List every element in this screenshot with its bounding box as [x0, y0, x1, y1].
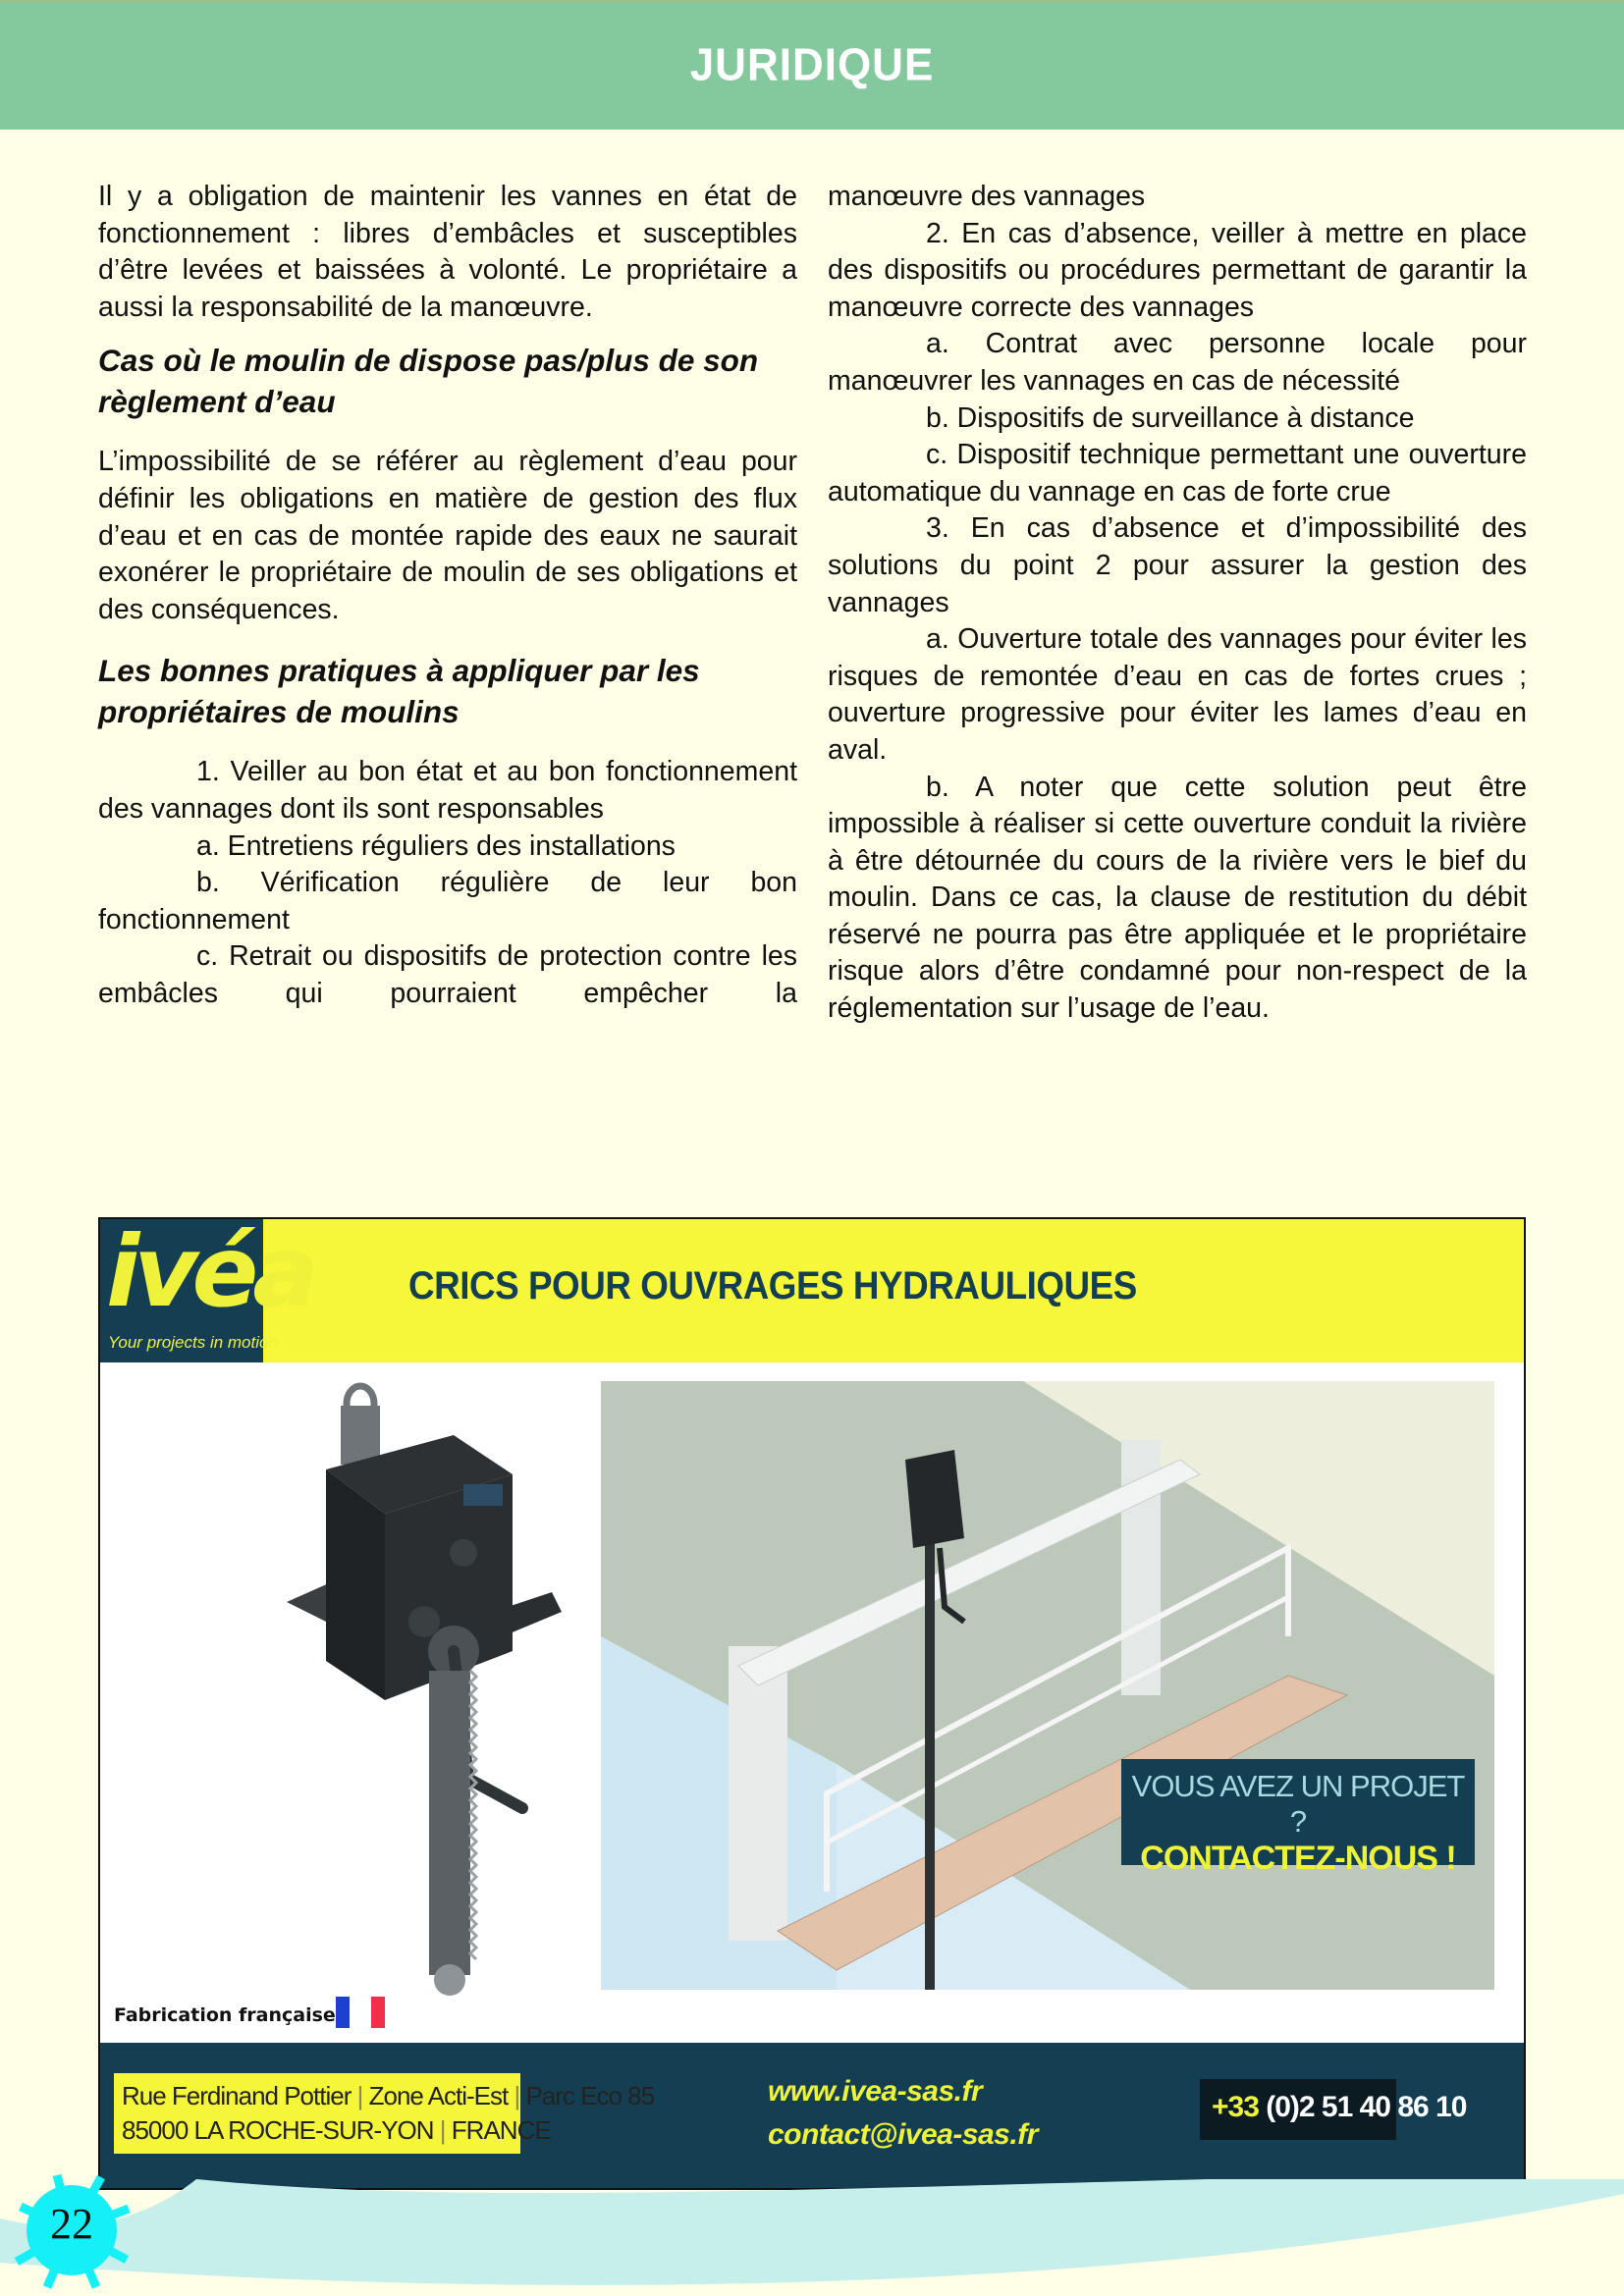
phone-digits: (0)2 51 40 86 10 [1266, 2091, 1467, 2123]
intro-paragraph: Il y a obligation de maintenir les vannes en état de fonctionnement : libres d’embâcles et susceptibles d’être levées et baissées à volonté. Le propriétaire a aussi la responsabilité de la manœuvre. [98, 181, 797, 323]
contact-callout[interactable] [1121, 1759, 1475, 1877]
made-in-france-label: Fabrication française [114, 2004, 336, 2026]
paragraph-impossibility: L’impossibilité de se référer au règlement d’eau pour définir les obligations en matière de gestion des flux d’eau et en cas de montée rapide des eaux ne saurait exonérer le propriétaire de moulin de ses obligations et des conséquences. [98, 446, 797, 625]
section-header [0, 0, 1624, 130]
flag-white-icon [353, 1997, 367, 2028]
company-address [114, 2073, 655, 2154]
cta-contact[interactable]: CONTACTEZ-NOUS ! [1140, 1840, 1456, 1877]
email-link[interactable]: contact@ivea-sas.fr [768, 2118, 1038, 2151]
decorative-wave [0, 2179, 1624, 2296]
flag-red-icon [371, 1997, 385, 2028]
flag-blue-icon [336, 1997, 350, 2028]
gearbox-bolt [450, 1539, 477, 1567]
rack-bar [429, 1671, 470, 1975]
gate-jack [905, 1450, 964, 1548]
phone-box[interactable] [1200, 2079, 1467, 2140]
page-number: 22 [50, 2200, 93, 2248]
cta-question: VOUS AVEZ UN PROJET ? [1131, 1769, 1465, 1839]
gate-rack [925, 1499, 935, 1990]
gearbox-bolt [408, 1606, 440, 1637]
ad-title: CRICS POUR OUVRAGES HYDRAULIQUES [408, 1264, 1137, 1308]
list-item-3b: b. A noter que cette solution peut être impossible à réaliser si cette ouverture conduit la rivière à être détournée du cours de la rivière vers le bief du moulin. Dans ce cas, la clause de restitution du débit réservé ne pourra pas être appliquée et le propriétaire risque alors d’être condamné pour non-respect de la réglementation sur l’usage de l’eau. [828, 771, 1527, 1025]
list-item-3: 3. En cas d’absence et d’impossibilité des solutions du point 2 pour assurer la gestion des vannages [828, 512, 1527, 618]
rack-end-eye [434, 1964, 465, 1996]
list-item-1a: a. Entretiens réguliers des installations [196, 829, 676, 862]
address-country: FRANCE [451, 2115, 551, 2145]
phone-number[interactable] [1212, 2091, 1466, 2124]
jack-illustration [228, 1376, 562, 2004]
sluice-gate-scene [601, 1381, 1494, 1990]
sluice-gate-illustration [601, 1381, 1494, 1990]
rack-teeth [470, 1671, 476, 1959]
ad-contact-footer [98, 2043, 1526, 2190]
address-park: Parc Eco 85 [525, 2081, 655, 2110]
logo-wordmark: ivéa [106, 1217, 313, 1329]
address-line-2: 85000 LA ROCHE-SUR-YON | FRANCE [122, 2115, 551, 2145]
ivea-logo [100, 1217, 313, 1362]
address-zone: Zone Acti-Est [368, 2081, 509, 2110]
list-item-2a: a. Contrat avec personne locale pour manœuvrer les vannages en cas de nécessité [828, 328, 1527, 397]
website-link[interactable]: www.ivea-sas.fr [768, 2075, 983, 2108]
list-item-1c: c. Retrait ou dispositifs de protection contre les embâcles qui pourraient empêcher la [98, 940, 797, 1009]
heading-no-regulation: Cas où le moulin de dispose pas/plus de son règlement d’eau [98, 343, 759, 420]
web-contact [768, 2070, 1038, 2157]
left-column [98, 179, 797, 1013]
address-city: 85000 LA ROCHE-SUR-YON [122, 2115, 434, 2145]
logo-tagline: Your projects in motion [108, 1333, 278, 1352]
section-title: JURIDIQUE [689, 39, 935, 91]
list-item-2c: c. Dispositif technique permettant une ouverture automatique du vannage en cas de forte crue [828, 439, 1527, 507]
address-street: Rue Ferdinand Pottier [122, 2081, 352, 2110]
phone-country-code: +33 [1212, 2091, 1259, 2123]
gearbox-label [463, 1484, 503, 1506]
right-column [828, 179, 1527, 1028]
heading-good-practices: Les bonnes pratiques à appliquer par les propriétaires de moulins [98, 653, 700, 730]
list-item-2b: b. Dispositifs de surveillance à distance [926, 401, 1415, 434]
ad-banner [100, 1219, 1524, 1362]
address-line-1: Rue Ferdinand Pottier | Zone Acti-Est | Parc Eco 85 [122, 2081, 655, 2110]
list-item-1b: b. Vérification régulière de leur bon fonctionnement [98, 867, 797, 935]
list-item-2: 2. En cas d’absence, veiller à mettre en place des dispositifs ou procédures permettant de garantir la manœuvre correcte des vannages [828, 217, 1527, 323]
list-item-1c-continued: manœuvre des vannages [828, 181, 1146, 212]
list-item-1: 1. Veiller au bon état et au bon fonctionnement des vannages dont ils sont responsables [98, 756, 797, 825]
gate-pillar-left [729, 1646, 787, 1941]
ivea-advertisement [98, 1217, 1526, 2055]
list-item-3a: a. Ouverture totale des vannages pour éviter les risques de remontée d’eau en cas de fortes crues ; ouverture progressive pour éviter les lames d’eau en aval. [828, 623, 1527, 766]
